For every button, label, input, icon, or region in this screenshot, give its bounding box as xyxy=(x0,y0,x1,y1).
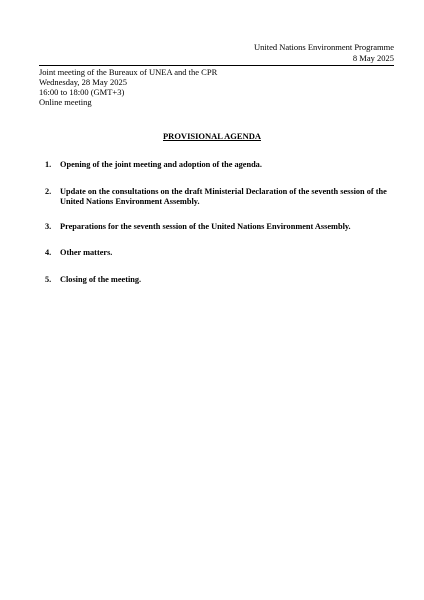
agenda-item-number: 5. xyxy=(45,274,52,284)
agenda-item-number: 4. xyxy=(45,248,52,257)
document-date: 8 May 2025 xyxy=(352,52,394,63)
agenda-item xyxy=(45,275,394,286)
agenda-item-text: Opening of the joint meeting and adoption of the agenda. xyxy=(60,160,262,169)
meeting-title: Joint meeting of the Bureaux of UNEA and the CPR xyxy=(39,67,218,77)
agenda-item-text: Preparations for the seventh session of the United Nations Environment Assembly. xyxy=(60,221,351,231)
agenda-item-number: 2. xyxy=(45,186,52,196)
header-divider xyxy=(39,65,394,66)
agenda-item-text: Closing of the meeting. xyxy=(60,274,142,284)
meeting-day: Wednesday, 28 May 2025 xyxy=(39,77,127,87)
agenda-title: PROVISIONAL AGENDA xyxy=(162,131,261,141)
agenda-item-text: Update on the consultations on the draft Ministerial Declaration of the seventh session of the United Nations Environment Assembly. xyxy=(60,186,387,206)
agenda-item xyxy=(45,248,394,259)
agenda-list xyxy=(45,160,394,301)
agenda-item-text: Other matters. xyxy=(60,248,113,257)
agenda-item xyxy=(45,160,394,171)
document-header xyxy=(254,42,394,63)
meeting-format: Online meeting xyxy=(39,97,92,107)
organization-name: United Nations Environment Programme xyxy=(254,42,394,52)
agenda-item xyxy=(45,187,394,208)
meeting-time: 16:00 to 18:00 (GMT+3) xyxy=(39,87,125,97)
agenda-item xyxy=(45,222,394,233)
agenda-item-number: 3. xyxy=(45,221,52,231)
meeting-info xyxy=(39,67,217,107)
agenda-item-number: 1. xyxy=(45,160,52,169)
